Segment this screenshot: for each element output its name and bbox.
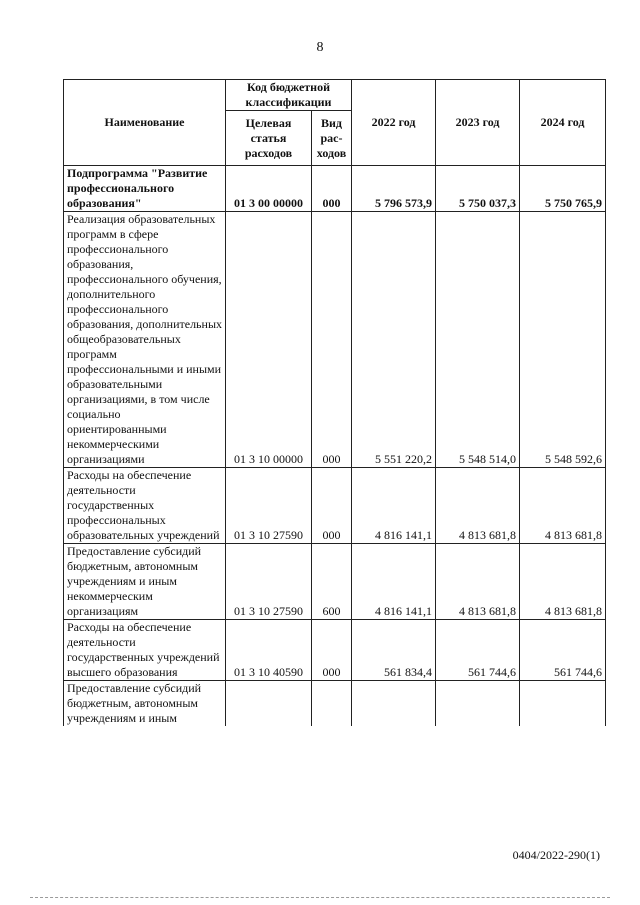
table-row <box>64 620 606 681</box>
row-target-article: 01 3 10 40590 <box>226 620 312 681</box>
row-expense-type: 000 <box>312 166 352 212</box>
row-name: Расходы на обеспечение деятельности государственных профессиональных образовательных учреждений <box>64 468 226 544</box>
page-bottom-divider <box>30 897 610 898</box>
header-year-2024: 2024 год <box>520 80 606 166</box>
header-year-2022: 2022 год <box>352 80 436 166</box>
row-name: Подпрограмма "Развитие профессионального образования" <box>64 166 226 212</box>
row-name: Предоставление субсидий бюджетным, автономным учреждениям и иным <box>64 681 226 727</box>
row-value-2023: 4 813 681,8 <box>436 544 520 620</box>
row-name: Предоставление субсидий бюджетным, автономным учреждениям и иным некоммерческим организациям <box>64 544 226 620</box>
header-target-article: Целевая статья расходов <box>226 111 312 166</box>
table-row <box>64 468 606 544</box>
budget-table <box>63 79 606 726</box>
table-row <box>64 544 606 620</box>
row-expense-type: 000 <box>312 468 352 544</box>
table-row <box>64 166 606 212</box>
row-target-article: 01 3 10 27590 <box>226 468 312 544</box>
header-year-2023: 2023 год <box>436 80 520 166</box>
row-expense-type <box>312 681 352 727</box>
row-target-article: 01 3 10 00000 <box>226 212 312 468</box>
row-value-2022: 561 834,4 <box>352 620 436 681</box>
row-name: Реализация образовательных программ в сфере профессионального образования, профессионального обучения, дополнительного профессионального образования, дополнительных общеобразовательных программ профессиональными и иными образовательными организациями, в том числе социально ориентированными некоммерческими организациями <box>64 212 226 468</box>
row-target-article <box>226 681 312 727</box>
row-value-2024: 5 750 765,9 <box>520 166 606 212</box>
row-value-2024: 4 813 681,8 <box>520 468 606 544</box>
row-value-2024: 4 813 681,8 <box>520 544 606 620</box>
row-value-2023: 5 750 037,3 <box>436 166 520 212</box>
header-code-group: Код бюджетной классификации <box>226 80 352 111</box>
row-value-2023 <box>436 681 520 727</box>
row-value-2022 <box>352 681 436 727</box>
header-name: Наименование <box>64 80 226 166</box>
row-value-2022: 4 816 141,1 <box>352 544 436 620</box>
row-value-2022: 5 551 220,2 <box>352 212 436 468</box>
document-code: 0404/2022-290(1) <box>512 848 600 862</box>
row-target-article: 01 3 00 00000 <box>226 166 312 212</box>
row-expense-type: 000 <box>312 620 352 681</box>
header-expense-type: Вид рас- ходов <box>312 111 352 166</box>
row-name: Расходы на обеспечение деятельности государственных учреждений высшего образования <box>64 620 226 681</box>
table-row <box>64 681 606 727</box>
page-number: 8 <box>316 40 324 55</box>
row-value-2023: 561 744,6 <box>436 620 520 681</box>
row-value-2022: 5 796 573,9 <box>352 166 436 212</box>
row-value-2024: 5 548 592,6 <box>520 212 606 468</box>
row-value-2023: 4 813 681,8 <box>436 468 520 544</box>
row-target-article: 01 3 10 27590 <box>226 544 312 620</box>
row-value-2022: 4 816 141,1 <box>352 468 436 544</box>
table-row <box>64 212 606 468</box>
row-expense-type: 600 <box>312 544 352 620</box>
row-expense-type: 000 <box>312 212 352 468</box>
row-value-2024 <box>520 681 606 727</box>
row-value-2023: 5 548 514,0 <box>436 212 520 468</box>
row-value-2024: 561 744,6 <box>520 620 606 681</box>
